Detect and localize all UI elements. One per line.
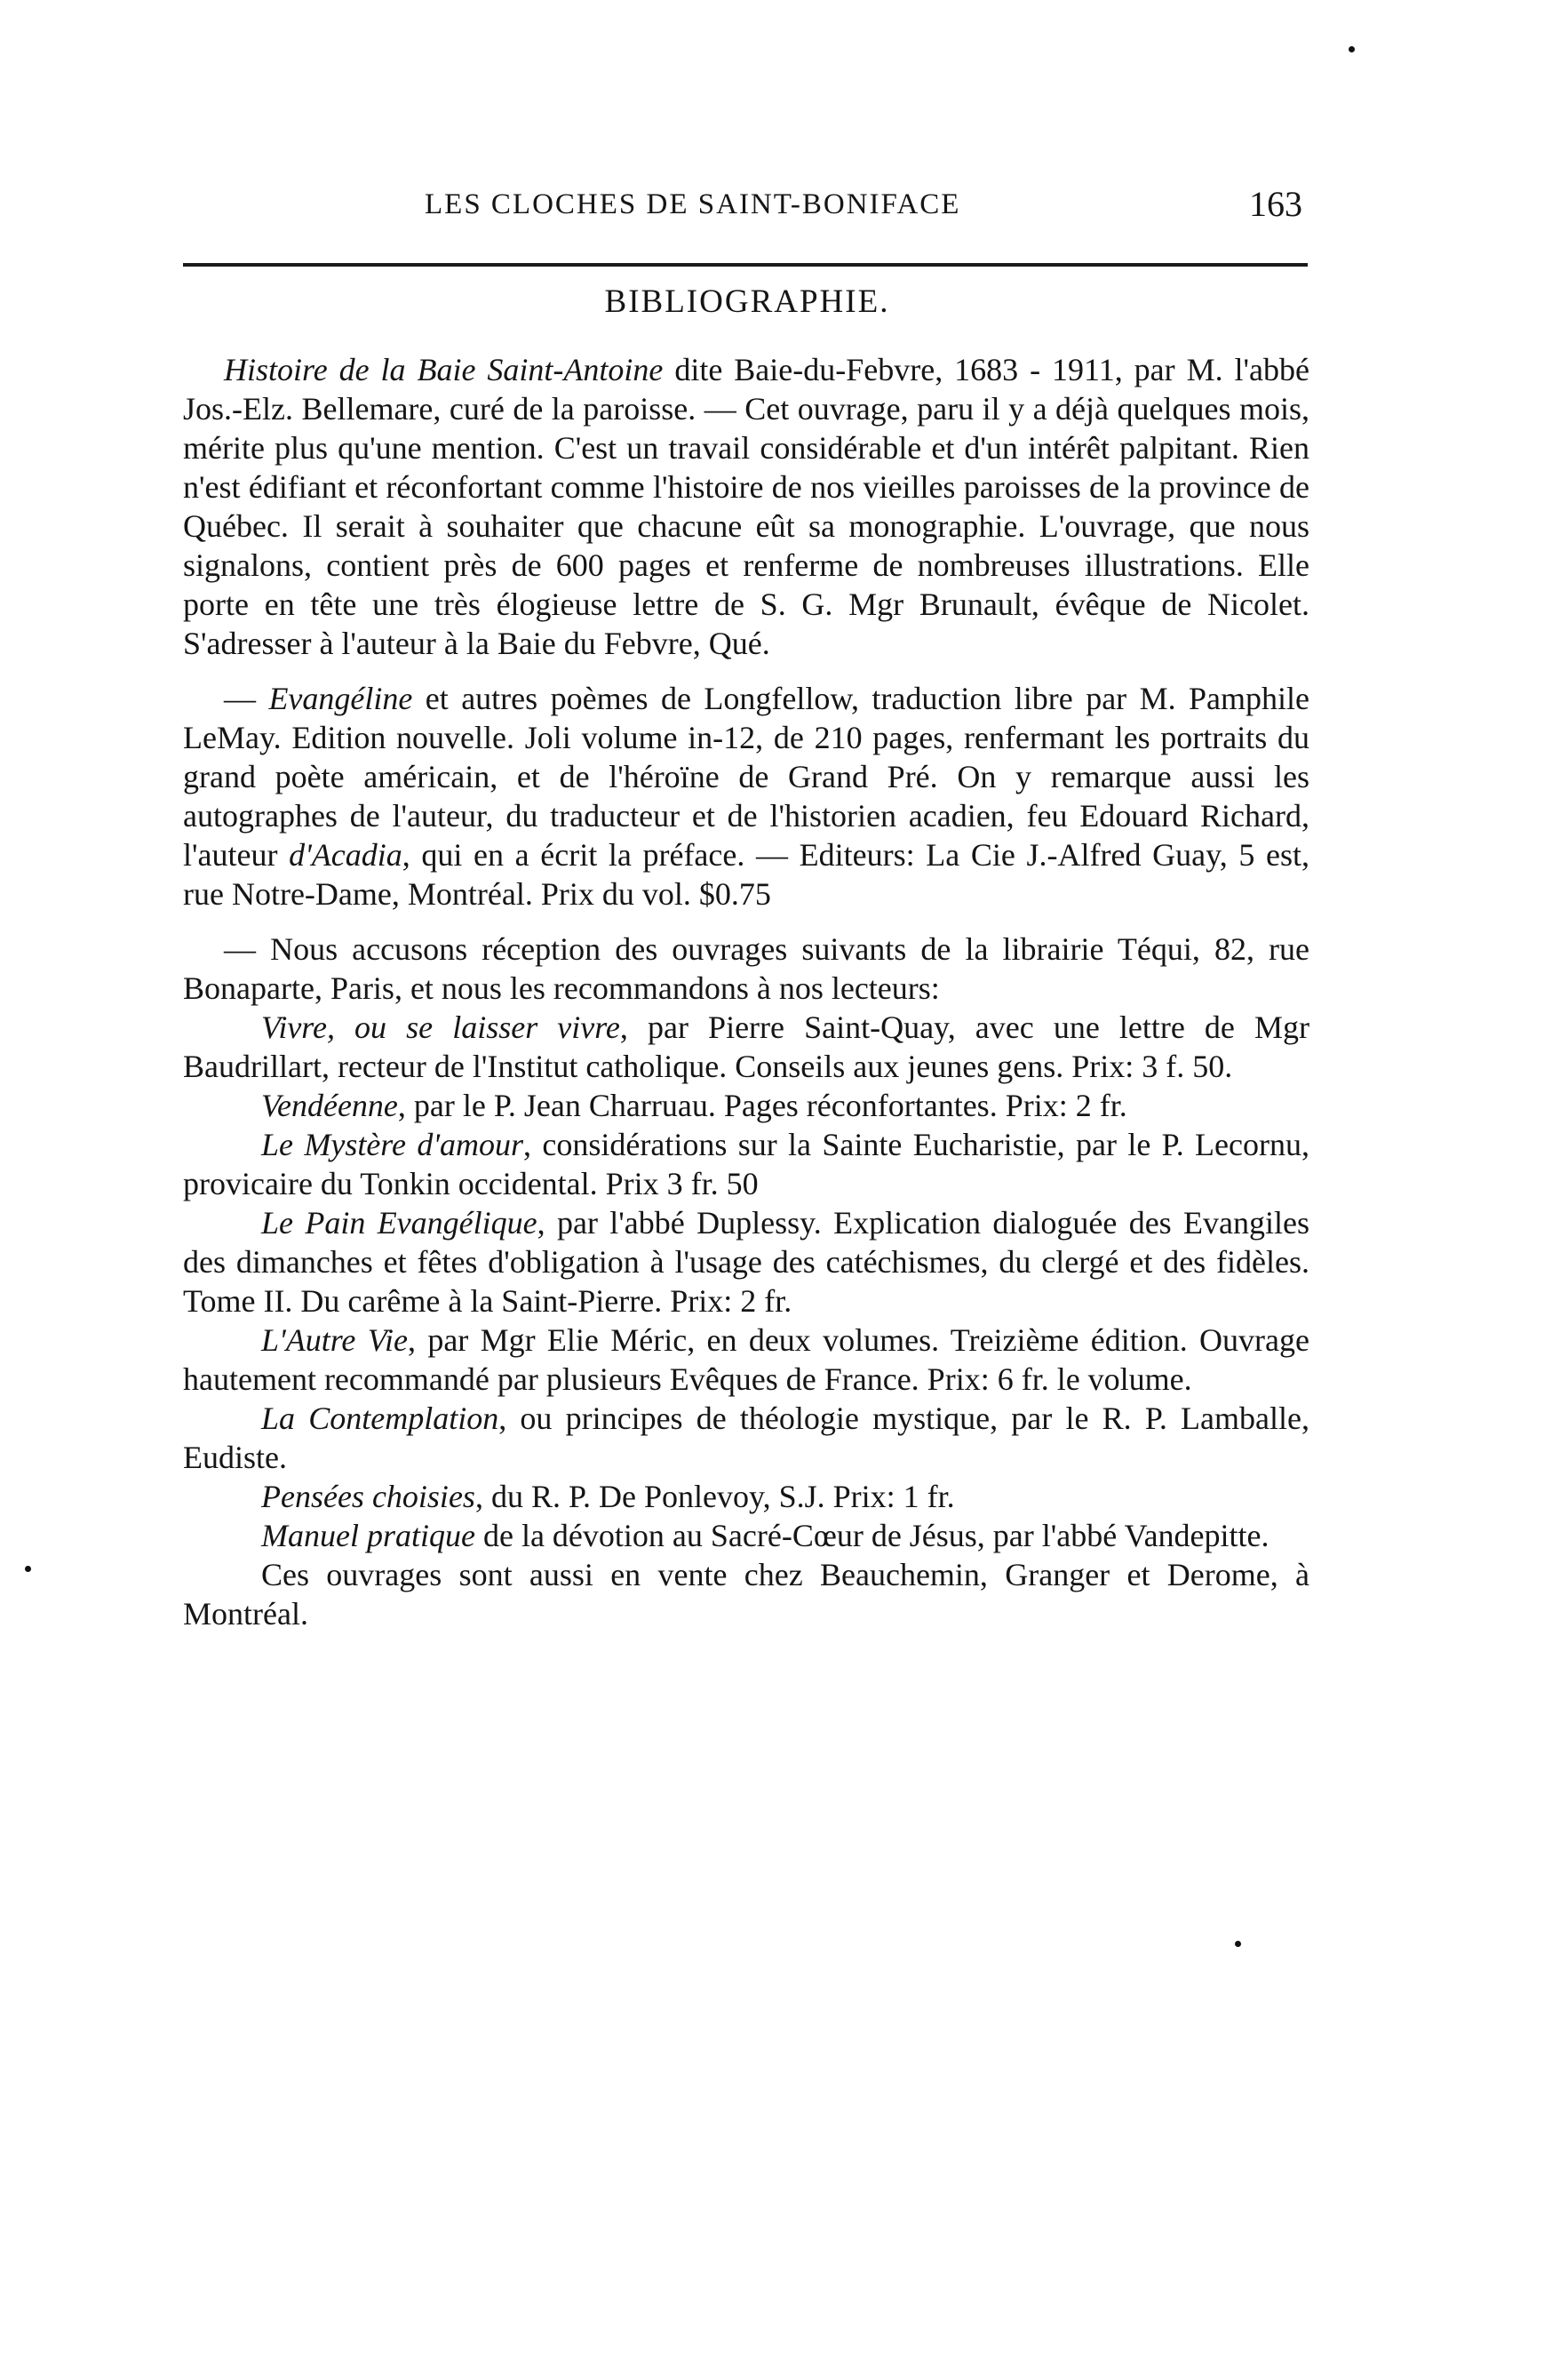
running-head <box>187 184 1308 231</box>
entry-evangeline <box>183 679 1309 914</box>
entry-histoire <box>183 350 1309 663</box>
entry-manuel <box>183 1516 1309 1555</box>
entry-title: Le Pain Evangélique <box>261 1205 537 1241</box>
entry-text-publisher: , qui en a écrit la préface. — Editeurs: La Cie J.-Alfred Guay, 5 est, rue Notre-Dame, Montréal. Prix du vol. $0.75 <box>183 837 1309 912</box>
scan-speck <box>1349 46 1355 52</box>
bibliography-body <box>183 350 1309 1633</box>
entry-vente <box>183 1555 1309 1633</box>
entry-text: , ou principes de théologie mystique, par le R. P. Lamballe, Eudiste. <box>183 1400 1309 1475</box>
scan-speck <box>1235 1941 1241 1947</box>
entry-text: — Nous accusons réception des ouvrages suivants de la librairie Téqui, 82, rue Bonaparte, Paris, et nous les recommandons à nos lecteurs: <box>183 931 1309 1006</box>
entry-text: dite Baie-du-Febvre, 1683 - 1911, par M. l'abbé Jos.-Elz. Bellemare, curé de la paroisse. — Cet ouvrage, paru il y a déjà quelques mois, mérite plus qu'une mention. C'est un travail considérable et d'un intérêt palpitant. Rien n'est édifiant et réconfortant comme l'histoire de nos vieilles paroisses de la province de Québec. Il serait à souhaiter que chacune eût sa monographie. L'ouvrage, que nous signalons, contient près de 600 pages et renferme de nombreuses illustrations. Elle porte en tête une très élogieuse lettre de S. G. Mgr Brunault, évêque de Nicolet. S'adresser à l'auteur à la Baie du Febvre, Qué. <box>183 352 1309 661</box>
entry-contemplation <box>183 1399 1309 1477</box>
entry-text: et autres poèmes de Longfellow, traduction libre par M. Pamphile LeMay. Edition nouvelle. Joli volume in-12, de 210 pages, renfermant les portraits du grand poète américain, et de l'héroïne de Grand Pré. On y remarque aussi les autographes de l'auteur, du traducteur et de l'historien acadien, feu Edouard Richard, l'auteur <box>183 681 1310 873</box>
entry-autre-vie <box>183 1321 1309 1399</box>
entry-text: , par Pierre Saint-Quay, avec une lettre de Mgr Baudrillart, recteur de l'Institut catholique. Conseils aux jeunes gens. Prix: 3 f. 50. <box>183 1009 1309 1084</box>
entry-text: , par l'abbé Duplessy. Explication dialoguée des Evangiles des dimanches et fêtes d'obligation à l'usage des catéchismes, du clergé et des fidèles. Tome II. Du carême à la Saint-Pierre. Prix: 2 fr. <box>183 1205 1309 1319</box>
entry-title: Pensées choisies <box>261 1479 475 1514</box>
entry-title: La Contemplation <box>261 1400 499 1436</box>
scan-speck <box>25 1566 31 1572</box>
entry-title: L'Autre Vie <box>261 1322 408 1358</box>
entry-pain <box>183 1203 1309 1321</box>
entry-mystere <box>183 1125 1309 1203</box>
section-heading: BIBLIOGRAPHIE. <box>604 283 890 320</box>
entry-pensees <box>183 1477 1309 1516</box>
entry-text: , du R. P. De Ponlevoy, S.J. Prix: 1 fr. <box>474 1479 955 1514</box>
entry-text: , par Mgr Elie Méric, en deux volumes. Treizième édition. Ouvrage hautement recommandé par plusieurs Evêques de France. Prix: 6 fr. le volume. <box>183 1322 1309 1397</box>
entry-tequi-intro <box>183 930 1309 1008</box>
running-title: LES CLOCHES DE SAINT-BONIFACE <box>425 188 961 220</box>
entry-title: Histoire de la Baie Saint-Antoine <box>224 352 664 387</box>
entry-title-acadia: d'Acadia <box>289 837 402 873</box>
entry-text: , par le P. Jean Charruau. Pages réconfortantes. Prix: 2 fr. <box>397 1088 1127 1123</box>
entry-vendeenne <box>183 1086 1309 1125</box>
entry-title: Vendéenne <box>261 1088 398 1123</box>
entry-title: Evangéline <box>268 681 413 716</box>
entry-text: Ces ouvrages sont aussi en vente chez Beauchemin, Granger et Derome, à Montréal. <box>183 1557 1309 1632</box>
entry-text: de la dévotion au Sacré-Cœur de Jésus, par l'abbé Vandepitte. <box>474 1518 1270 1553</box>
entry-text: , considérations sur la Sainte Eucharistie, par le P. Lecornu, provicaire du Tonkin occidental. Prix 3 fr. 50 <box>183 1127 1309 1201</box>
entry-title: Vivre, ou se laisser vivre <box>261 1009 620 1045</box>
page-number: 163 <box>1249 184 1302 224</box>
entry-title: Le Mystère d'amour <box>261 1127 524 1162</box>
entry-title: Manuel pratique <box>261 1518 475 1553</box>
entry-dash: — <box>224 681 269 716</box>
entry-vivre <box>183 1008 1309 1086</box>
header-rule <box>183 263 1308 267</box>
